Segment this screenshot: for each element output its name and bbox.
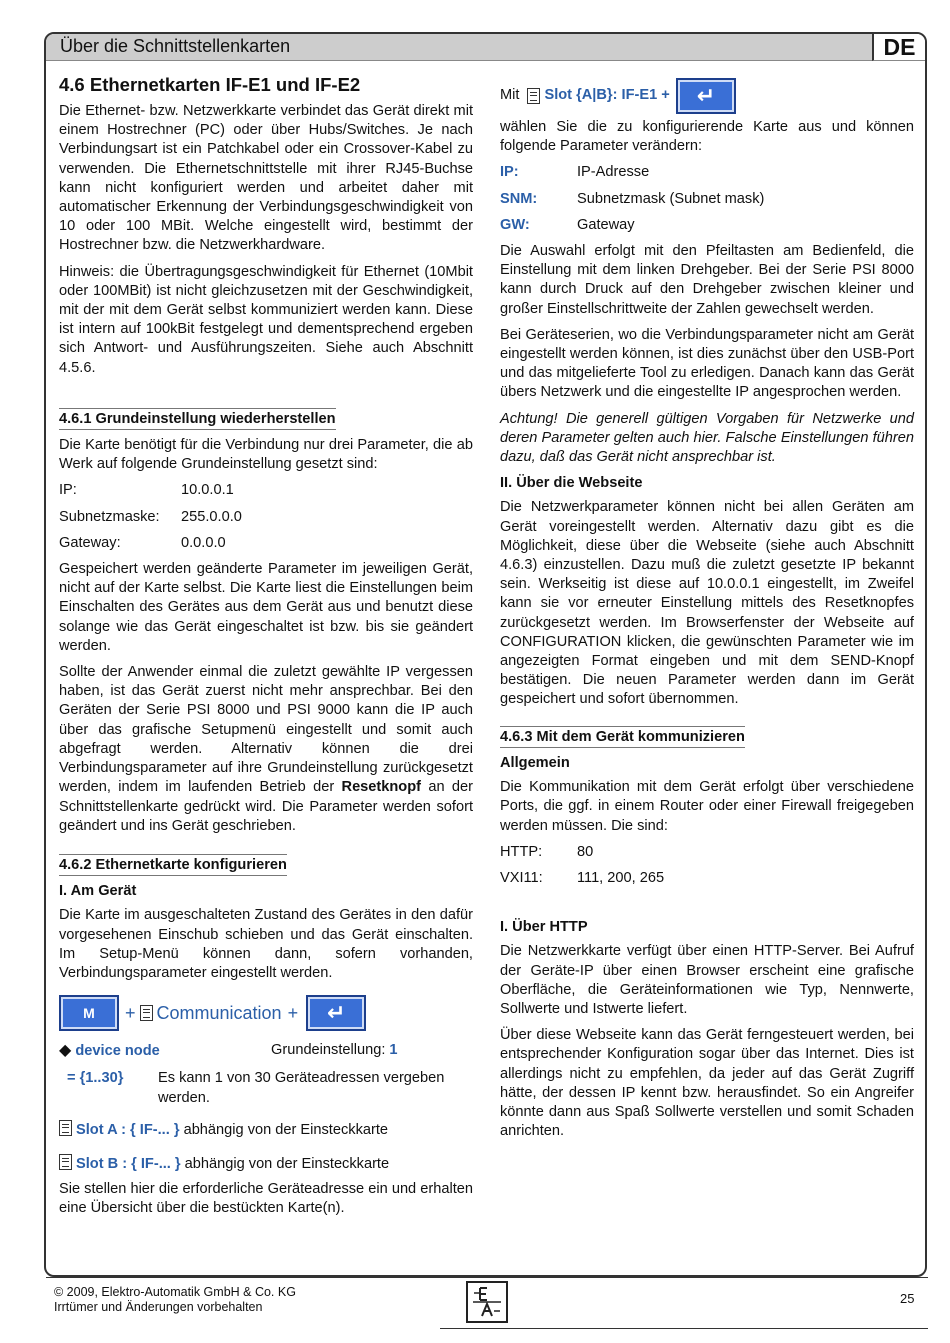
slot-b-label: Slot B : { IF-... } [76, 1155, 181, 1172]
param-snm-row [500, 190, 914, 209]
plus-sign: + [125, 1002, 136, 1023]
param-value: 0.0.0.0 [181, 534, 226, 551]
footer-bottom-line [440, 1328, 928, 1329]
port-value: 111, 200, 265 [577, 869, 665, 886]
footer-text [54, 1285, 296, 1315]
defaults-intro: Die Karte benötigt für die Verbindung nur drei Parameter, die ab Werk auf folgende Grundeinstellung gesetzt sind: [59, 437, 473, 473]
mit-label: Mit [500, 87, 520, 104]
param-value: Gateway [577, 216, 635, 233]
allgemein-heading: Allgemein [500, 754, 570, 771]
select-card-paragraph: wählen Sie die zu konfigurierende Karte aus und können folgende Parameter verändern: [500, 119, 914, 155]
port-value: 80 [577, 843, 594, 860]
param-value: 10.0.0.1 [181, 482, 234, 499]
slot-a-label: Slot A : { IF-... } [76, 1121, 180, 1138]
default-setting-label: Grundeinstellung: [271, 1042, 386, 1059]
port-vxi11-row [500, 869, 914, 888]
plus-sign: + [287, 1002, 299, 1023]
port-http-row [500, 843, 914, 862]
webseite-paragraph: Die Netzwerkparameter können nicht bei allen Geräten am Gerät voreingestellt werden. Alternativ dazu gibt es die Möglichkeit, diese über die Webseite (siehe auch Abschnitt 4.6.3) einzustellen. Dazu muß die zuletzt gesetzte IP bekannt sein. Werkseitig ist diese auf 10.0.0.1 eingestellt, im Zweifel kann sie vor erneuter Einstellung mittels des Resetknopfes zurückgesetzt werden. Im Browserfenster der Webseite auf CONFIGURATION klicken, die gewünschten Parameter wie im angezeigten Format eingeben und mit dem SEND-Knopf bestätigen. Die neuen Parameter werden dann im Gerät gespeichert und sofort übernommen. [500, 499, 914, 708]
slot-a-row [59, 1120, 473, 1140]
right-column [500, 78, 914, 1148]
copyright-text: © 2009, Elektro-Automatik GmbH & Co. KG [54, 1285, 296, 1299]
http-paragraph: Die Netzwerkkarte verfügt über einen HTTP-Server. Bei Aufruf der Geräte-IP über einen Browser erscheint eine grafische Oberfläche, die Geräteinformationen wie Typ, Nennwerte, Sollwerte und Istwerte liefert. [500, 943, 914, 1017]
reset-text-a: Sollte der Anwender einmal die zuletzt gewählte IP vergessen haben, ist das Gerät zuerst nicht mehr ansprechbar. Bei den Geräten der Serie PSI 8000 und PSI 9000 kann die IP auch über das grafische Setupmenü eingestellt und somit auch abgefragt werden. Alternativ können die drei Verbindungsparameter auf ihre Grundeinstellung zurückgesetzt werden, indem im laufenden Betrieb der [59, 664, 473, 796]
param-key: IP: [59, 482, 77, 499]
port-key: HTTP: [500, 843, 543, 860]
slot-select-sequence [500, 78, 914, 114]
enter-key-button[interactable]: ↵ [676, 78, 736, 114]
am-geraet-heading: I. Am Gerät [59, 883, 137, 900]
document-icon [527, 88, 540, 104]
device-node-label: device node [75, 1043, 160, 1060]
note-paragraph: Hinweis: die Übertragungsgeschwindigkeit für Ethernet (10Mbit oder 100MBit) ist nicht gleichzusetzen mit der Geschwindigkeit, mit der mit dem Gerät selbst kommuniziert werden kann. Diese ist intern auf 100kBit festgelegt und dementsprechend ergeben sich Antwort- und Ausführungszeiten. Siehe auch Abschnitt 4.5.6. [59, 263, 473, 376]
diamond-bullet-icon: ◆ [59, 1042, 72, 1060]
param-value: 255.0.0.0 [181, 508, 242, 525]
slot-b-row [59, 1154, 473, 1174]
default-setting-value: 1 [389, 1042, 398, 1059]
document-icon [59, 1154, 72, 1170]
left-column [59, 74, 473, 1226]
slot-ab-label: Slot {A|B}: IF-E1 + [544, 87, 670, 104]
webseite-heading: II. Über die Webseite [500, 475, 643, 492]
address-range-row [59, 1069, 473, 1107]
ports-paragraph: Die Kommunikation mit dem Gerät erfolgt über verschiedene Ports, die ggf. in einem Router oder einer Firewall freigegeben werden müssen. Die sind: [500, 779, 914, 834]
param-value: Subnetzmask (Subnet mask) [577, 190, 765, 207]
subsection-4-6-1-title: 4.6.1 Grundeinstellung wiederherstellen [59, 408, 336, 430]
address-paragraph: Sie stellen hier die erforderliche Geräteadresse ein und erhalten eine Übersicht über die bestückten Karte(n). [59, 1181, 473, 1217]
default-ip-row [59, 481, 473, 500]
subsection-4-6-3-title: 4.6.3 Mit dem Gerät kommunizieren [500, 726, 745, 748]
disclaimer-text: Irrtümer und Änderungen vorbehalten [54, 1300, 263, 1314]
warning-paragraph: Achtung! Die generell gültigen Vorgaben für Netzwerke und deren Parameter gelten auch hier. Falsche Einstellungen führen dazu, daß das Gerät nicht ansprechbar ist. [500, 410, 914, 466]
param-key: GW: [500, 216, 530, 233]
subsection-4-6-2-title: 4.6.2 Ethernetkarte konfigurieren [59, 854, 287, 876]
ea-logo-graphic [470, 1285, 504, 1319]
param-gw-row [500, 216, 914, 235]
reset-paragraph [59, 663, 473, 836]
ea-logo-icon [466, 1281, 508, 1323]
slot-a-desc: abhängig von der Einsteckkarte [183, 1121, 389, 1138]
address-range: = {1..30} [67, 1070, 124, 1087]
storage-paragraph: Gespeichert werden geänderte Parameter im jeweiligen Gerät, nicht auf der Karte selbst. Die Karte liest die Einstellungen beim Einschalten des Gerätes aus dem Gerät aus und benutzt diese solange wie das Gerät eingeschaltet ist bzw. bis sie geändert werden. [59, 561, 473, 654]
address-range-desc: Es kann 1 von 30 Geräteadressen vergeben werden. [158, 1070, 445, 1106]
remote-paragraph: Über diese Webseite kann das Gerät ferngesteuert werden, bei entsprechender Konfiguration sogar über das Internet. Dies ist allerdings nicht zu empfehlen, da jeder auf das Gerät Zugriff hätte, der dessen IP kennt bzw. herausfindet. So ein Angreifer könnte dann aus Spaß Sollwerte verstellen und somit Schaden anrichten. [500, 1027, 914, 1140]
port-key: VXI11: [500, 869, 543, 886]
document-icon [140, 1005, 153, 1021]
footer-divider [46, 1277, 928, 1278]
param-key: SNM: [500, 190, 538, 207]
communication-menu-label: Communication [156, 1002, 282, 1023]
param-key: Subnetzmaske: [59, 508, 160, 525]
param-value: IP-Adresse [577, 164, 650, 181]
selection-paragraph: Die Auswahl erfolgt mit den Pfeiltasten am Bedienfeld, die Einstellung mit dem linken Drehgeber. Bei der Serie PSI 8000 kann durch Druck auf den Drehgeber zwischen kleiner und großer Einstellschrittweite der Zahlen gewechselt werden. [500, 243, 914, 317]
param-key: Gateway: [59, 534, 121, 551]
page-number: 25 [900, 1291, 915, 1306]
menu-key-button[interactable]: M [59, 995, 119, 1031]
language-badge: DE [872, 34, 925, 61]
usb-paragraph: Bei Geräteserien, wo die Verbindungsparameter nicht am Gerät eingestellt werden können, ist dies zunächst über den USB-Port und das mitgelieferte Tool zu erledigen. Danach kann das Gerät übers Netzwerk und die eingestellte IP angesprochen werden. [500, 326, 914, 401]
default-subnet-row [59, 508, 473, 527]
section-title: 4.6 Ethernetkarten IF-E1 und IF-E2 [59, 74, 361, 95]
page-title: Über die Schnittstellenkarten [60, 36, 291, 56]
reset-button-term: Resetknopf [341, 779, 421, 796]
http-heading: I. Über HTTP [500, 919, 588, 936]
device-node-label-wrap [59, 1041, 271, 1061]
enter-key-button[interactable]: ↵ [306, 995, 366, 1031]
communication-key-sequence [59, 995, 473, 1031]
param-ip-row [500, 163, 914, 182]
intro-paragraph: Die Ethernet- bzw. Netzwerkkarte verbindet das Gerät direkt mit einem Hostrechner (PC) oder über Hubs/Switches. Je nach Verbindungsart ist ein Patchkabel oder ein Crossover-Kabel zu verwenden. Die Ethernetschnittstelle mit ihrer RJ45-Buchse kann nicht konfiguriert werden und arbeitet daher mit automatischer Erkennung der Verbindungsgeschwindigkeit von 10 oder 100 MBit. Welche eingestellt wird, bestimmt der Hostrechner bzw. die Netzwerkhardware. [59, 103, 473, 254]
default-gateway-row [59, 534, 473, 553]
param-key: IP: [500, 164, 519, 181]
device-node-row [59, 1041, 473, 1061]
reset-text-c: an der Schnittstellenkarte gedrückt wird. Die Parameter werden sofort geändert und ins Gerät geschrieben. [59, 779, 473, 834]
config-paragraph: Die Karte im ausgeschalteten Zustand des Gerätes in den dafür vorgesehenen Einschub schieben und das Gerät einschalten. Im Setup-Menü können dann, sofern vorhanden, Verbindungsparameter eingestellt werden. [59, 907, 473, 981]
slot-b-desc: abhängig von der Einsteckkarte [184, 1155, 390, 1172]
document-icon [59, 1120, 72, 1136]
